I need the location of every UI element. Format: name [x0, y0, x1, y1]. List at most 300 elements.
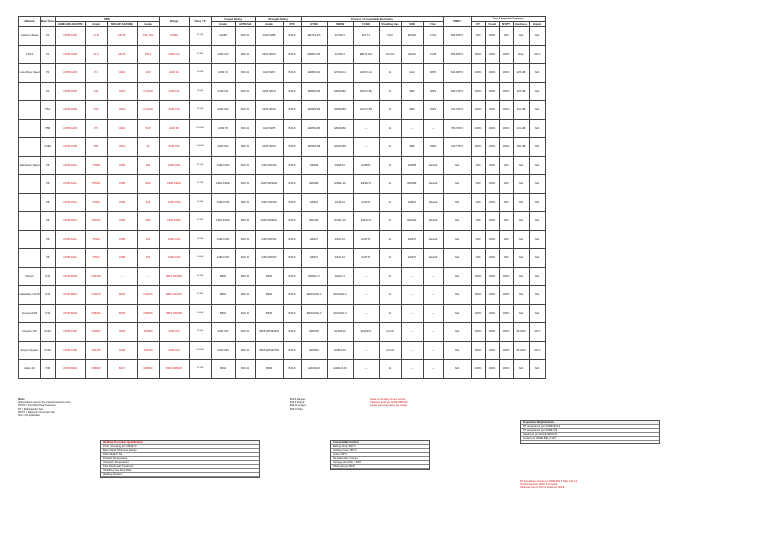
- wrought-std-cell: B16.9: [283, 82, 301, 101]
- pipe-astm-cell: ASTM A335: [55, 101, 85, 120]
- smaw-cell: E347-16: [327, 230, 353, 249]
- flux-cell: —: [423, 119, 443, 138]
- forged-std-cell: B16.11: [235, 64, 255, 83]
- consumable-row: Shelf Life per MFR: [331, 465, 429, 469]
- smaw-cell: E347-16: [327, 249, 353, 268]
- gtaw-cell: ER2209: [301, 323, 327, 342]
- pipe-grade-cell: P91: [85, 138, 107, 157]
- mtpt-cell: 100%: [499, 45, 513, 64]
- forged-grade-cell: B564: [211, 304, 235, 323]
- pwht-cell: 730-775°C: [443, 138, 471, 157]
- footer-note: Visual inspection 100% of all welds: [520, 483, 558, 487]
- pipe-grade-cell: TP304L: [85, 175, 107, 194]
- col-gtaw: GTAW: [301, 22, 327, 27]
- class-cell: P1: [41, 27, 56, 46]
- table-row: [19, 101, 546, 120]
- saw-cell: —: [401, 286, 423, 305]
- rt-cell: 100%: [471, 138, 485, 157]
- gas-cell: Ar+N2: [379, 341, 401, 360]
- flange-cell: A182 F1: [159, 64, 189, 83]
- gtaw-cell: ER2594: [301, 341, 327, 360]
- hardness-cell: 241 HB: [513, 119, 529, 138]
- flange-cell: A182 F304L: [159, 175, 189, 194]
- impact-cell: N/A: [529, 156, 545, 175]
- class-cell: P43: [41, 286, 56, 305]
- wrought-grade-cell: A420 WPL6: [255, 45, 283, 64]
- gtaw-cell: ER90S-B9: [301, 138, 327, 157]
- pipe-grade2-cell: S32750: [137, 341, 159, 360]
- wrought-grade-cell: A403 WP304L: [255, 175, 283, 194]
- fcaw-cell: E81T1-Ni1: [353, 45, 379, 64]
- pipe-mss-cell: A358: [107, 230, 137, 249]
- pipe-grade-cell: TP321: [85, 230, 107, 249]
- mtpt-cell: 100%: [499, 360, 513, 379]
- pipe-grade-cell: N06625: [85, 304, 107, 323]
- pipe-grade-cell: TP347: [85, 249, 107, 268]
- gas-cell: Ar: [379, 82, 401, 101]
- hardness-cell: N/A: [513, 27, 529, 46]
- flux-cell: Neutral: [423, 249, 443, 268]
- impact-cell: N/A: [529, 101, 545, 120]
- rt-cell: 10%: [471, 193, 485, 212]
- consumable-row: Storage Humidity < 60%: [331, 461, 429, 465]
- pwht-cell: 700-760°C: [443, 101, 471, 120]
- class-cell: P3: [41, 64, 56, 83]
- forged-std-cell: B16.11: [235, 119, 255, 138]
- pipe-mss-cell: API 5L: [107, 27, 137, 46]
- fcaw-cell: E316T1: [353, 193, 379, 212]
- flange-cell: A182 F91: [159, 138, 189, 157]
- class-rating-cell: CL600: [189, 64, 211, 83]
- wpq-row: Filler Metal F-No.: [101, 453, 259, 457]
- smaw-cell: ENiCu-7: [327, 267, 353, 286]
- legend-item: B16.5 Flanges: [290, 398, 306, 401]
- pwht-cell: N/A: [443, 323, 471, 342]
- notes-title: Notes: [18, 398, 25, 401]
- smaw-cell: E7018-A1: [327, 64, 353, 83]
- pipe-astm-cell: ASTM A312: [55, 156, 85, 175]
- smaw-cell: E9018-B3: [327, 101, 353, 120]
- col-class: Class / Tr: [189, 17, 211, 27]
- smaw-cell: E9015-B9: [327, 138, 353, 157]
- impact-cell: N/A: [529, 286, 545, 305]
- gtaw-cell: ER80S-B6: [301, 119, 327, 138]
- impact-cell: N/A: [529, 193, 545, 212]
- wrought-std-cell: B16.9: [283, 341, 301, 360]
- pipe-astm-cell: ASTM A335: [55, 138, 85, 157]
- class-rating-cell: CL150: [189, 267, 211, 286]
- class-rating-cell: CL900: [189, 101, 211, 120]
- rt-cell: 100%: [471, 360, 485, 379]
- gas-cell: Ar: [379, 249, 401, 268]
- wrought-grade-cell: B366: [255, 267, 283, 286]
- material-cell: LTCS: [19, 45, 41, 64]
- mtpt-cell: 10%: [499, 175, 513, 194]
- impact-cell: -46°C: [529, 341, 545, 360]
- gtaw-cell: ER90S-B3: [301, 101, 327, 120]
- flange-cell: A182 F347: [159, 249, 189, 268]
- pipe-grade2-cell: 316: [137, 193, 159, 212]
- col-pipe-grade: Grade: [85, 22, 107, 27]
- class-cell: P8: [41, 156, 56, 175]
- pwht-cell: N/A: [443, 193, 471, 212]
- saw-cell: —: [401, 267, 423, 286]
- visual-cell: 100%: [485, 82, 499, 101]
- col-ff-grade: Grade: [211, 22, 235, 27]
- wrought-std-cell: B16.9: [283, 193, 301, 212]
- legend-item: B36.10 Pipe: [290, 407, 304, 411]
- forged-std-cell: B16.11: [235, 360, 255, 379]
- table-row: [19, 249, 546, 268]
- forged-std-cell: B16.11: [235, 82, 255, 101]
- standards-legend: [290, 398, 350, 411]
- class-cell: P8: [41, 249, 56, 268]
- class-cell: P15E: [41, 138, 56, 157]
- rt-cell: 10%: [471, 249, 485, 268]
- mtpt-cell: 10%: [499, 193, 513, 212]
- wrought-grade-cell: A403 WP347: [255, 249, 283, 268]
- rt-cell: 100%: [471, 286, 485, 305]
- class-cell: P8: [41, 212, 56, 231]
- table-row: [19, 230, 546, 249]
- forged-grade-cell: A182 F321: [211, 230, 235, 249]
- notes-block: [18, 398, 188, 417]
- table-row: [19, 82, 546, 101]
- hardness-cell: N/A: [513, 193, 529, 212]
- hardness-cell: Req.: [513, 45, 529, 64]
- class-rating-cell: CL600: [189, 304, 211, 323]
- material-cell: [19, 138, 41, 157]
- table-row: [19, 175, 546, 194]
- smaw-cell: ENiCrMo-3: [327, 304, 353, 323]
- wrought-grade-cell: A234 WP22: [255, 101, 283, 120]
- saw-cell: ER347: [401, 249, 423, 268]
- flux-cell: F7A8: [423, 45, 443, 64]
- col-visual: Visual: [485, 22, 499, 27]
- impact-cell: N/A: [529, 64, 545, 83]
- pipe-grade2-cell: S31803: [137, 323, 159, 342]
- saw-cell: —: [401, 341, 423, 360]
- gas-cell: Ar: [379, 360, 401, 379]
- mtpt-cell: 10%: [499, 230, 513, 249]
- mtpt-cell: 100%: [499, 138, 513, 157]
- forged-std-cell: B16.11: [235, 230, 255, 249]
- visual-cell: 100%: [485, 267, 499, 286]
- pipe-grade-cell: P5: [85, 119, 107, 138]
- forged-std-cell: B16.11: [235, 267, 255, 286]
- material-cell: [19, 230, 41, 249]
- table-row: [19, 360, 546, 379]
- col-rt: RT: [471, 22, 485, 27]
- pipe-grade2-cell: PSL2: [137, 45, 159, 64]
- gas-cell: Ar: [379, 156, 401, 175]
- mtpt-cell: 100%: [499, 304, 513, 323]
- pipe-astm-cell: ASTM A790: [55, 323, 85, 342]
- flange-cell: A182 F304: [159, 156, 189, 175]
- pipe-mss-cell: B705: [107, 304, 137, 323]
- material-cell: Duplex SS: [19, 323, 41, 342]
- fcaw-cell: E71T-1: [353, 27, 379, 46]
- pipe-grade2-cell: N06625: [137, 304, 159, 323]
- flange-cell: A182 F316L: [159, 212, 189, 231]
- flux-cell: —: [423, 341, 443, 360]
- table-row: [19, 323, 546, 342]
- class-cell: P8: [41, 230, 56, 249]
- pipe-grade2-cell: 321: [137, 230, 159, 249]
- smaw-cell: E308-16: [327, 156, 353, 175]
- material-cell: [19, 175, 41, 194]
- smaw-cell: E2594-16: [327, 341, 353, 360]
- pwht-cell: 705-760°C: [443, 119, 471, 138]
- material-cell: [19, 82, 41, 101]
- wpq-row: Preheat Temperature: [101, 457, 259, 461]
- gtaw-cell: ERNiCu-7: [301, 267, 327, 286]
- pipe-astm-cell: ASTM B464: [55, 360, 85, 379]
- forged-grade-cell: A182 F316: [211, 193, 235, 212]
- table-row: [19, 341, 546, 360]
- flux-cell: Neutral: [423, 193, 443, 212]
- flange-cell: A182 F51: [159, 323, 189, 342]
- material-cell: Alloy 20: [19, 360, 41, 379]
- hardness-cell: N/A: [513, 175, 529, 194]
- pipe-grade-cell: P22: [85, 101, 107, 120]
- forged-grade-cell: A350 LF2: [211, 45, 235, 64]
- consumable-box: [330, 440, 430, 470]
- flange-cell: A182 F316: [159, 193, 189, 212]
- footer-note: Hardness test on 10% of welds per NACE: [520, 486, 565, 490]
- saw-cell: EM12K: [401, 27, 423, 46]
- impact-cell: N/A: [529, 212, 545, 231]
- pipe-mss-cell: A928: [107, 323, 137, 342]
- pipe-grade2-cell: N10276: [137, 286, 159, 305]
- forged-std-cell: B16.11: [235, 304, 255, 323]
- wrought-std-cell: B16.9: [283, 119, 301, 138]
- material-table: [18, 16, 546, 379]
- consumable-row: Quiver 65°C: [331, 453, 429, 457]
- flux-cell: F8P2: [423, 64, 443, 83]
- mtpt-cell: 100%: [499, 286, 513, 305]
- service-legend: [370, 398, 550, 408]
- pipe-grade2-cell: 2-1/4CR: [137, 101, 159, 120]
- fcaw-cell: E308LT1: [353, 175, 379, 194]
- pwht-cell: 620-680°C: [443, 64, 471, 83]
- flux-cell: F9PZ: [423, 138, 443, 157]
- fcaw-cell: E81T1-B2: [353, 82, 379, 101]
- col-impact: Impact: [529, 22, 545, 27]
- pipe-grade2-cell: 5CR: [137, 119, 159, 138]
- impact-cell: N/A: [529, 267, 545, 286]
- wrought-grade-cell: A234 WP1: [255, 64, 283, 83]
- col-wf-std: STD: [283, 22, 301, 27]
- pipe-mss-cell: A358: [107, 212, 137, 231]
- class-rating-cell: CL150: [189, 27, 211, 46]
- material-cell: [19, 212, 41, 231]
- gtaw-cell: ER347: [301, 230, 327, 249]
- wrought-grade-cell: A403 WP316: [255, 193, 283, 212]
- col-pwht: PWHT: [443, 17, 471, 27]
- smaw-cell: E316-16: [327, 193, 353, 212]
- table-row: [19, 119, 546, 138]
- rt-cell: 100%: [471, 304, 485, 323]
- gtaw-cell: ER70S-3/6: [301, 27, 327, 46]
- gas-cell: Ar+N2: [379, 323, 401, 342]
- flux-cell: —: [423, 267, 443, 286]
- gas-cell: Ar: [379, 286, 401, 305]
- hardness-cell: 28 HRC: [513, 323, 529, 342]
- rt-cell: 10%: [471, 175, 485, 194]
- notes-line: MT/PT = Magnetic / Penetrant Test: [18, 410, 55, 414]
- pipe-mss-cell: A691: [107, 119, 137, 138]
- gas-cell: Ar: [379, 267, 401, 286]
- hardness-cell: N/A: [513, 286, 529, 305]
- class-cell: P42: [41, 267, 56, 286]
- smaw-cell: ENiCrMo-4: [327, 286, 353, 305]
- gas-cell: Ar: [379, 64, 401, 83]
- pipe-astm-cell: ASTM B165: [55, 267, 85, 286]
- pipe-grade-cell: N10276: [85, 286, 107, 305]
- pipe-grade2-cell: 1CR: [137, 64, 159, 83]
- impact-cell: -46°C: [529, 323, 545, 342]
- inspection-row: Hardness per NACE MR0175: [521, 433, 659, 437]
- class-cell: P10H: [41, 341, 56, 360]
- pipe-grade-cell: N08020: [85, 360, 107, 379]
- forged-grade-cell: B564: [211, 286, 235, 305]
- saw-cell: EA2: [401, 64, 423, 83]
- material-cell: Carbon Steel: [19, 27, 41, 46]
- pipe-mss-cell: A358: [107, 175, 137, 194]
- flux-cell: F8P2: [423, 82, 443, 101]
- pipe-mss-cell: API 5L: [107, 45, 137, 64]
- visual-cell: 100%: [485, 212, 499, 231]
- gtaw-cell: ER80S-Ni1: [301, 45, 327, 64]
- pwht-cell: N/A: [443, 230, 471, 249]
- smaw-cell: E316L-16: [327, 212, 353, 231]
- footer-note: RT acceptance criteria per ASME B31.3 Table 341.3.2: [520, 480, 578, 483]
- gas-cell: Ar: [379, 101, 401, 120]
- gtaw-cell: ER347: [301, 249, 327, 268]
- pwht-cell: N/A: [443, 360, 471, 379]
- hardness-cell: 250 HB: [513, 138, 529, 157]
- pipe-astm-cell: ASTM A106: [55, 27, 85, 46]
- smaw-cell: E320LR-15: [327, 360, 353, 379]
- class-cell: P5B: [41, 119, 56, 138]
- pipe-astm-cell: ASTM A312: [55, 230, 85, 249]
- forged-std-cell: B16.11: [235, 175, 255, 194]
- class-rating-cell: CL150: [189, 156, 211, 175]
- col-pipe-astm: ASME B36.10/ASTM: [55, 22, 85, 27]
- wrought-std-cell: B16.9: [283, 27, 301, 46]
- flux-cell: —: [423, 286, 443, 305]
- visual-cell: 100%: [485, 323, 499, 342]
- rt-cell: 100%: [471, 267, 485, 286]
- hardness-cell: N/A: [513, 249, 529, 268]
- mtpt-cell: 10%: [499, 212, 513, 231]
- legend-item: Impact test temperature per design: [370, 404, 408, 408]
- visual-cell: 100%: [485, 156, 499, 175]
- class-rating-cell: CL300: [189, 212, 211, 231]
- consumable-row: Re-bake Max 2 times: [331, 457, 429, 461]
- flux-cell: —: [423, 323, 443, 342]
- hardness-cell: 28 HRC: [513, 341, 529, 360]
- wrought-std-cell: B16.9: [283, 101, 301, 120]
- fcaw-cell: —: [353, 286, 379, 305]
- pipe-grade-cell: Gr.B: [85, 27, 107, 46]
- material-cell: [19, 119, 41, 138]
- class-rating-cell: CL600: [189, 249, 211, 268]
- fcaw-cell: —: [353, 341, 379, 360]
- hardness-cell: N/A: [513, 156, 529, 175]
- class-rating-cell: CL150: [189, 360, 211, 379]
- consumable-row: Holding Oven 150°C: [331, 449, 429, 453]
- pwht-cell: N/A: [443, 212, 471, 231]
- rt-cell: 100%: [471, 45, 485, 64]
- fcaw-cell: E91T1-B3: [353, 101, 379, 120]
- pipe-mss-cell: A691: [107, 101, 137, 120]
- table-row: [19, 45, 546, 64]
- gtaw-cell: ER308: [301, 156, 327, 175]
- hardness-cell: 225 HB: [513, 82, 529, 101]
- fcaw-cell: —: [353, 119, 379, 138]
- visual-cell: 100%: [485, 360, 499, 379]
- wrought-std-cell: B16.9: [283, 45, 301, 64]
- class-rating-cell: CL600: [189, 230, 211, 249]
- flux-cell: —: [423, 360, 443, 379]
- impact-cell: N/A: [529, 27, 545, 46]
- fcaw-cell: —: [353, 360, 379, 379]
- forged-std-cell: B16.11: [235, 138, 255, 157]
- pipe-mss-cell: A928: [107, 341, 137, 360]
- class-rating-cell: CL1500: [189, 119, 211, 138]
- impact-cell: N/A: [529, 138, 545, 157]
- material-table-body: [19, 27, 546, 379]
- col-smaw: SMAW: [327, 22, 353, 27]
- col-wf-grade: Grade: [255, 22, 283, 27]
- gas-cell: Ar: [379, 193, 401, 212]
- notes-line: N/A = Not Applicable: [18, 414, 40, 418]
- col-fcaw: FCAW: [353, 22, 379, 27]
- wrought-grade-cell: B366: [255, 286, 283, 305]
- forged-std-cell: B16.11: [235, 323, 255, 342]
- col-material: Material: [19, 17, 41, 27]
- smaw-cell: E8018-B2: [327, 82, 353, 101]
- pipe-mss-cell: —: [107, 267, 137, 286]
- forged-grade-cell: B564: [211, 267, 235, 286]
- table-row: [19, 304, 546, 323]
- visual-cell: 100%: [485, 249, 499, 268]
- visual-cell: 100%: [485, 304, 499, 323]
- pipe-grade-cell: Gr.6: [85, 45, 107, 64]
- inspection-row: RT acceptance per ASME B31.3: [521, 425, 659, 429]
- pipe-grade-cell: P11: [85, 82, 107, 101]
- pipe-grade2-cell: 304L: [137, 175, 159, 194]
- class-cell: P43: [41, 304, 56, 323]
- rt-cell: 100%: [471, 101, 485, 120]
- pipe-grade-cell: TP316L: [85, 212, 107, 231]
- pipe-grade2-cell: 304: [137, 156, 159, 175]
- rt-cell: 100%: [471, 82, 485, 101]
- visual-cell: 100%: [485, 45, 499, 64]
- fcaw-cell: —: [353, 267, 379, 286]
- visual-cell: 100%: [485, 193, 499, 212]
- gas-cell: Ar: [379, 138, 401, 157]
- forged-grade-cell: A182 F1: [211, 64, 235, 83]
- class-rating-cell: CL150: [189, 175, 211, 194]
- hardness-cell: 225 HB: [513, 64, 529, 83]
- consumable-row: Baking Temp 350°C: [331, 445, 429, 449]
- col-flux: Flux: [423, 22, 443, 27]
- flange-cell: A350 LF2: [159, 45, 189, 64]
- material-cell: [19, 101, 41, 120]
